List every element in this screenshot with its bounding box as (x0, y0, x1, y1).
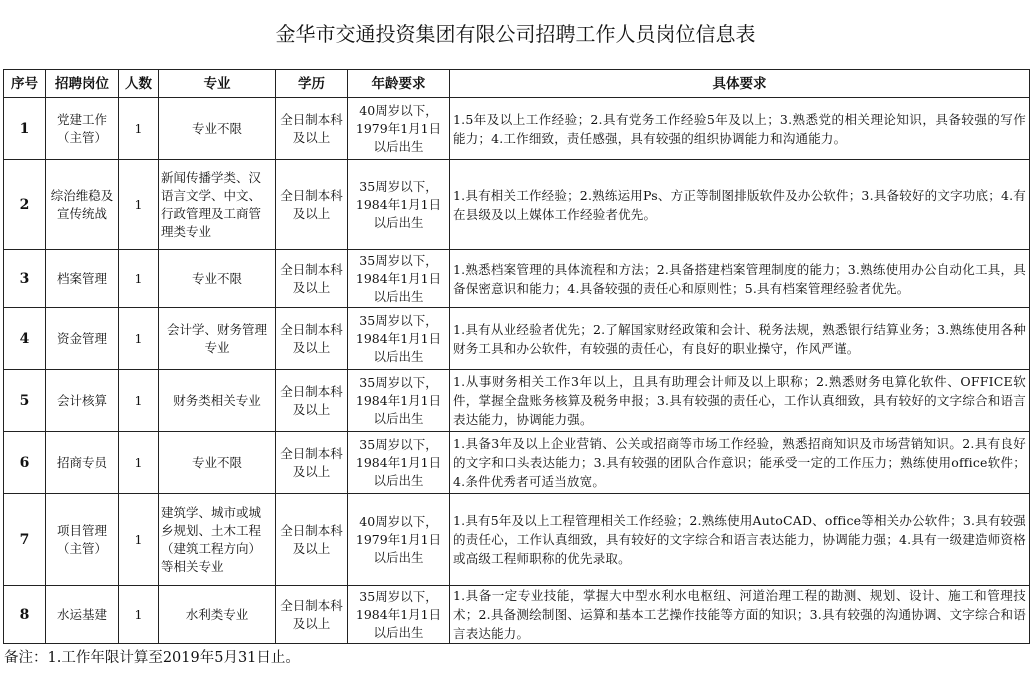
header-edu: 学历 (276, 70, 348, 98)
row-count: 1 (119, 586, 159, 644)
table-row (4, 586, 1030, 644)
row-edu: 全日制本科及以上 (276, 308, 348, 370)
row-edu: 全日制本科及以上 (276, 250, 348, 308)
row-count: 1 (119, 432, 159, 494)
table-row (4, 370, 1030, 432)
row-post: 招商专员 (46, 432, 119, 494)
row-major: 新闻传播学类、汉语言文学、中文、行政管理及工商管理类专业 (159, 160, 276, 250)
row-age: 40周岁以下，1979年1月1日以后出生 (348, 98, 450, 160)
row-major: 专业不限 (159, 98, 276, 160)
row-major: 建筑学、城市或城乡规划、土木工程（建筑工程方向）等相关专业 (159, 494, 276, 586)
row-no: 2 (4, 160, 46, 250)
row-post: 档案管理 (46, 250, 119, 308)
row-major: 财务类相关专业 (159, 370, 276, 432)
header-count: 人数 (119, 70, 159, 98)
row-edu: 全日制本科及以上 (276, 586, 348, 644)
row-edu: 全日制本科及以上 (276, 370, 348, 432)
row-req: 1.具备一定专业技能，掌握大中型水利水电枢纽、河道治理工程的勘测、规划、设计、施工和管理技术；2.具备测绘制图、运算和基本工艺操作技能等方面的知识；3.具有较强的沟通协调、文字综合和语言表达能力。 (450, 586, 1030, 644)
row-age: 35周岁以下，1984年1月1日以后出生 (348, 250, 450, 308)
row-post: 水运基建 (46, 586, 119, 644)
row-age: 35周岁以下，1984年1月1日以后出生 (348, 586, 450, 644)
row-count: 1 (119, 494, 159, 586)
table-header-row (4, 70, 1030, 98)
row-no: 5 (4, 370, 46, 432)
row-major: 专业不限 (159, 250, 276, 308)
row-age: 35周岁以下，1984年1月1日以后出生 (348, 432, 450, 494)
table-row (4, 432, 1030, 494)
row-no: 3 (4, 250, 46, 308)
header-no: 序号 (4, 70, 46, 98)
row-age: 35周岁以下，1984年1月1日以后出生 (348, 370, 450, 432)
row-major: 专业不限 (159, 432, 276, 494)
row-edu: 全日制本科及以上 (276, 160, 348, 250)
header-post: 招聘岗位 (46, 70, 119, 98)
table-row (4, 494, 1030, 586)
row-count: 1 (119, 98, 159, 160)
row-req: 1.具有从业经验者优先；2.了解国家财经政策和会计、税务法规，熟悉银行结算业务；3.熟练使用各种财务工具和办公软件，有较强的责任心，有良好的职业操守，作风严谨。 (450, 308, 1030, 370)
row-edu: 全日制本科及以上 (276, 494, 348, 586)
row-no: 7 (4, 494, 46, 586)
row-major: 水利类专业 (159, 586, 276, 644)
job-info-table (3, 69, 1030, 644)
row-no: 6 (4, 432, 46, 494)
header-req: 具体要求 (450, 70, 1030, 98)
header-age: 年龄要求 (348, 70, 450, 98)
row-edu: 全日制本科及以上 (276, 98, 348, 160)
table-row (4, 250, 1030, 308)
row-no: 1 (4, 98, 46, 160)
table-row (4, 308, 1030, 370)
row-post: 会计核算 (46, 370, 119, 432)
row-req: 1.具有5年及以上工程管理相关工作经验；2.熟练使用AutoCAD、office等相关办公软件；3.具有较强的责任心，工作认真细致，具有较好的文字综合和语言表达能力，协调能力强；4.具有一级建造师资格或高级工程师职称的优先录取。 (450, 494, 1030, 586)
row-age: 40周岁以下，1979年1月1日以后出生 (348, 494, 450, 586)
table-row (4, 98, 1030, 160)
row-count: 1 (119, 250, 159, 308)
row-no: 8 (4, 586, 46, 644)
row-req: 1.5年及以上工作经验；2.具有党务工作经验5年及以上；3.熟悉党的相关理论知识，具备较强的写作能力；4.工作细致，责任感强，具有较强的组织协调能力和沟通能力。 (450, 98, 1030, 160)
row-major: 会计学、财务管理专业 (159, 308, 276, 370)
row-age: 35周岁以下，1984年1月1日以后出生 (348, 308, 450, 370)
row-edu: 全日制本科及以上 (276, 432, 348, 494)
row-req: 1.熟悉档案管理的具体流程和方法；2.具备搭建档案管理制度的能力；3.熟练使用办公自动化工具，具备保密意识和能力；4.具备较强的责任心和原则性；5.具有档案管理经验者优先。 (450, 250, 1030, 308)
page-title: 金华市交通投资集团有限公司招聘工作人员岗位信息表 (275, 22, 756, 46)
row-count: 1 (119, 370, 159, 432)
row-post: 党建工作（主管） (46, 98, 119, 160)
header-major: 专业 (159, 70, 276, 98)
row-post: 资金管理 (46, 308, 119, 370)
row-count: 1 (119, 308, 159, 370)
row-post: 项目管理（主管） (46, 494, 119, 586)
row-count: 1 (119, 160, 159, 250)
row-req: 1.从事财务相关工作3年以上，且具有助理会计师及以上职称；2.熟悉财务电算化软件、OFFICE软件，掌握全盘账务核算及税务申报；3.具有较强的责任心，工作认真细致，具有较好的文字综合和语言表达能力，协调能力强。 (450, 370, 1030, 432)
row-post: 综治维稳及宣传统战 (46, 160, 119, 250)
table-row (4, 160, 1030, 250)
row-req: 1.具备3年及以上企业营销、公关或招商等市场工作经验，熟悉招商知识及市场营销知识。2.具有良好的文字和口头表达能力；3.具有较强的团队合作意识；能承受一定的工作压力；熟练使用office软件；4.条件优秀者可适当放宽。 (450, 432, 1030, 494)
footnote: 备注：1.工作年限计算至2019年5月31日止。 (4, 650, 300, 666)
row-req: 1.具有相关工作经验；2.熟练运用Ps、方正等制图排版软件及办公软件；3.具备较好的文字功底；4.有在县级及以上媒体工作经验者优先。 (450, 160, 1030, 250)
row-age: 35周岁以下，1984年1月1日以后出生 (348, 160, 450, 250)
row-no: 4 (4, 308, 46, 370)
